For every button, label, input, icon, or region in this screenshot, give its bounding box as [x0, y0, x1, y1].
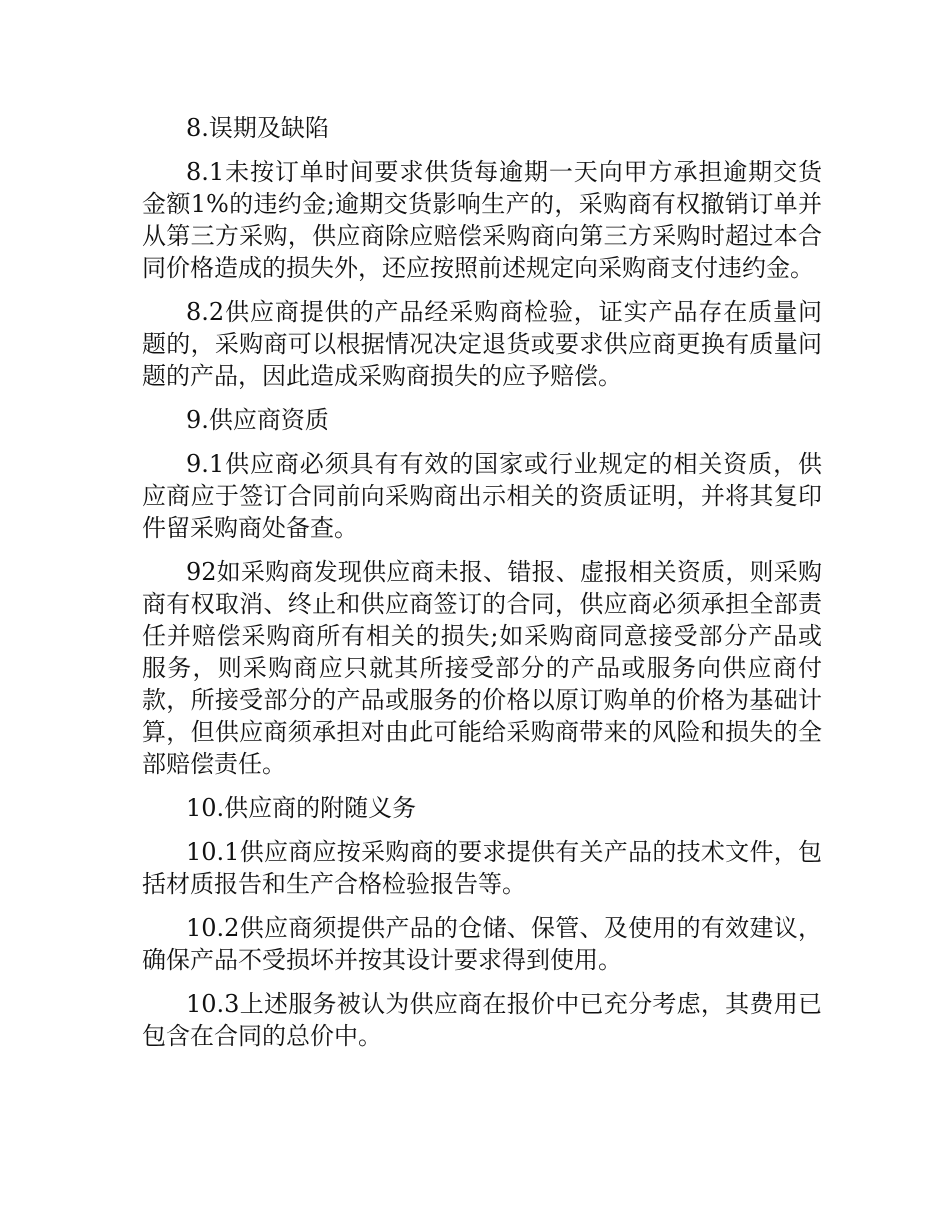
section-heading-8: 8.误期及缺陷	[186, 114, 329, 142]
clause-9-1: 9.1供应商必须具有有效的国家或行业规定的相关资质，供应商应于签订合同前向采购商出示相关的资质证明，并将其复印件留采购商处备查。	[142, 450, 822, 542]
section-heading-9: 9.供应商资质	[186, 406, 329, 434]
clause-9-2: 92如采购商发现供应商未报、错报、虚报相关资质，则采购商有权取消、终止和供应商签订的合同，供应商必须承担全部责任并赔偿采购商所有相关的损失;如采购商同意接受部分产品或服务，则采购商应只就其所接受部分的产品或服务向供应商付款，所接受部分的产品或服务的价格以原订购单的价格为基础计算，但供应商须承担对由此可能给采购商带来的风险和损失的全部赔偿责任。	[142, 558, 822, 778]
clause-10-1: 10.1供应商应按采购商的要求提供有关产品的技术文件，包括材质报告和生产合格检验报告等。	[142, 838, 822, 898]
clause-10-2: 10.2供应商须提供产品的仓储、保管、及使用的有效建议，确保产品不受损坏并按其设计要求得到使用。	[142, 914, 822, 974]
section-heading-10: 10.供应商的附随义务	[186, 794, 417, 822]
document-body	[142, 112, 822, 1064]
clause-8-1: 8.1未按订单时间要求供货每逾期一天向甲方承担逾期交货金额1%的违约金;逾期交货影响生产的，采购商有权撤销订单并从第三方采购，供应商除应赔偿采购商向第三方采购时超过本合同价格造成的损失外，还应按照前述规定向采购商支付违约金。	[142, 158, 822, 282]
clause-8-2: 8.2供应商提供的产品经采购商检验，证实产品存在质量问题的，采购商可以根据情况决定退货或要求供应商更换有质量问题的产品，因此造成采购商损失的应予赔偿。	[142, 298, 822, 390]
clause-10-3: 10.3上述服务被认为供应商在报价中已充分考虑，其费用已包含在合同的总价中。	[142, 990, 822, 1050]
